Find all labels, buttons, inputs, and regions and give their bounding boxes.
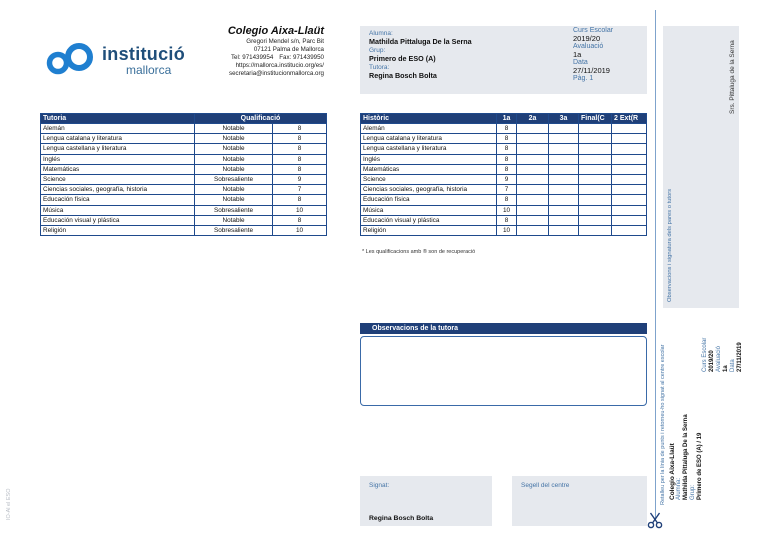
logo-word-institucio: institució — [102, 44, 185, 64]
term3-cell — [549, 225, 579, 235]
subject-cell: Science — [361, 174, 497, 184]
term3-cell — [549, 174, 579, 184]
cut-line — [655, 10, 656, 520]
subject-cell: Inglés — [361, 154, 497, 164]
grup-value: Primero de ESO (A) — [369, 54, 436, 63]
curs-label: Curs Escolar — [573, 27, 614, 34]
term1-cell: 8 — [497, 154, 517, 164]
term3-cell — [549, 124, 579, 134]
term1-cell: 8 — [497, 164, 517, 174]
tutoria-row — [41, 185, 327, 195]
subject-cell: Matemáticas — [361, 164, 497, 174]
historic-header-row — [361, 114, 647, 124]
historic-col-3a: 3a — [549, 114, 579, 124]
historic-col-final: Final(C — [579, 114, 612, 124]
observations-box[interactable] — [360, 336, 647, 406]
page-number: Pàg. 1 — [573, 75, 594, 82]
seal-box — [512, 476, 647, 526]
stub-grup-label: Grup: — [690, 484, 696, 500]
mark-cell: 8 — [273, 134, 327, 144]
term2-cell — [517, 124, 549, 134]
subject-cell: Ciencias sociales, geografía, historia — [41, 185, 195, 195]
historic-row — [361, 185, 647, 195]
final-cell — [579, 134, 612, 144]
signature-box — [360, 476, 492, 526]
historic-row — [361, 174, 647, 184]
parents-observation-label: Observacions i signatura dels pares o tutors — [667, 188, 673, 302]
mark-cell: 8 — [273, 124, 327, 134]
student-details — [369, 30, 472, 81]
institucio-logo-icon — [44, 40, 100, 76]
subject-cell: Ciencias sociales, geografía, historia — [361, 185, 497, 195]
term3-cell — [549, 215, 579, 225]
tutoria-body — [41, 124, 327, 236]
subject-cell: Religión — [41, 225, 195, 235]
qualification-cell: Notable — [195, 215, 273, 225]
alumna-value: Mathilda Pittaluga De la Serna — [369, 37, 472, 46]
subject-cell: Lengua catalana y literatura — [361, 134, 497, 144]
final-cell — [579, 195, 612, 205]
alumna-label: Alumna: — [369, 30, 393, 37]
tutoria-table — [40, 113, 327, 236]
term3-cell — [549, 154, 579, 164]
qualification-cell: Notable — [195, 195, 273, 205]
extraordinary-cell — [612, 205, 647, 215]
mark-cell: 8 — [273, 164, 327, 174]
term1-cell: 10 — [497, 225, 517, 235]
term2-cell — [517, 164, 549, 174]
final-cell — [579, 154, 612, 164]
qualification-cell: Sobresaliente — [195, 174, 273, 184]
subject-cell: Educación visual y plástica — [41, 215, 195, 225]
tutoria-row — [41, 134, 327, 144]
subject-cell: Religión — [361, 225, 497, 235]
school-phones — [196, 54, 324, 62]
final-cell — [579, 205, 612, 215]
logo-word-mallorca: mallorca — [126, 63, 172, 77]
tutoria-header: Tutoria — [41, 114, 195, 124]
observations-title: Observacions de la tutora — [360, 323, 647, 334]
scissors-icon — [646, 511, 664, 529]
school-web[interactable]: https://mallorca.institucio.org/es/ — [235, 62, 324, 69]
extraordinary-cell — [612, 225, 647, 235]
return-instructions: Retalleu per la línia de punts i retorneu-ho signat al centre escolar — [660, 344, 666, 505]
extraordinary-cell — [612, 185, 647, 195]
stub-avaluacio-label: Avaluació — [716, 346, 722, 372]
tutoria-row — [41, 205, 327, 215]
term3-cell — [549, 144, 579, 154]
school-fax: Fax: 971439950 — [279, 54, 324, 61]
mark-cell: 7 — [273, 185, 327, 195]
stub-grup: Primero de ESO (A) / 19 — [697, 432, 703, 500]
historic-row — [361, 225, 647, 235]
term1-cell: 8 — [497, 195, 517, 205]
subject-cell: Música — [41, 205, 195, 215]
term3-cell — [549, 195, 579, 205]
tutoria-row — [41, 195, 327, 205]
qualification-cell: Notable — [195, 134, 273, 144]
mark-cell: 8 — [273, 154, 327, 164]
qualification-cell: Notable — [195, 144, 273, 154]
extraordinary-cell — [612, 154, 647, 164]
term2-cell — [517, 144, 549, 154]
subject-cell: Inglés — [41, 154, 195, 164]
historic-row — [361, 134, 647, 144]
term2-cell — [517, 134, 549, 144]
mark-cell: 10 — [273, 225, 327, 235]
term3-cell — [549, 134, 579, 144]
mark-cell: 8 — [273, 215, 327, 225]
stub-avaluacio: 1a — [723, 365, 729, 372]
school-email[interactable]: secretaria@institucionmallorca.org — [228, 70, 324, 77]
parents-observation-box — [663, 26, 739, 308]
subject-cell: Música — [361, 205, 497, 215]
stub-curs-label: Curs Escolar — [702, 337, 708, 372]
student-info-box — [360, 26, 647, 94]
historic-row — [361, 124, 647, 134]
school-name: Colegio Aixa-Llaüt — [227, 25, 324, 37]
final-cell — [579, 124, 612, 134]
tutoria-row — [41, 225, 327, 235]
data-label: Data — [573, 59, 588, 66]
historic-col-1a: 1a — [497, 114, 517, 124]
term2-cell — [517, 225, 549, 235]
extraordinary-cell — [612, 124, 647, 134]
historic-col-2a: 2a — [517, 114, 549, 124]
subject-cell: Lengua catalana y literatura — [41, 134, 195, 144]
stub-alumna: Mathilda Pittaluga De la Serna — [683, 414, 689, 500]
stub-data: 27/11/2019 — [737, 342, 743, 372]
segell-label: Segell del centre — [521, 482, 570, 489]
term1-cell: 9 — [497, 174, 517, 184]
tutora-label: Tutora: — [369, 64, 390, 71]
school-info — [196, 25, 324, 78]
historic-col-ext: 2 Ext(R — [612, 114, 647, 124]
stub-data-label: Data — [730, 359, 736, 372]
subject-cell: Alemán — [361, 124, 497, 134]
avaluacio-label: Avaluació — [573, 43, 604, 50]
final-cell — [579, 215, 612, 225]
historic-row — [361, 205, 647, 215]
term1-cell: 10 — [497, 205, 517, 215]
term1-cell: 8 — [497, 134, 517, 144]
term2-cell — [517, 174, 549, 184]
subject-cell: Alemán — [41, 124, 195, 134]
subject-cell: Lengua castellana y literatura — [41, 144, 195, 154]
stub-curs: 2019/20 — [709, 350, 715, 372]
term3-cell — [549, 185, 579, 195]
stub-alumna-label: Alumna: — [676, 477, 682, 500]
subject-cell: Science — [41, 174, 195, 184]
historic-table — [360, 113, 647, 236]
final-cell — [579, 144, 612, 154]
footer-code: IO-Al el ESO — [6, 488, 12, 520]
tutoria-row — [41, 174, 327, 184]
extraordinary-cell — [612, 144, 647, 154]
term2-cell — [517, 195, 549, 205]
qualification-cell: Sobresaliente — [195, 225, 273, 235]
subject-cell: Educación física — [361, 195, 497, 205]
stub-term-column — [702, 338, 744, 372]
tutoria-header-row — [41, 114, 327, 124]
data-value: 27/11/2019 — [573, 66, 610, 75]
term2-cell — [517, 185, 549, 195]
term2-cell — [517, 154, 549, 164]
term1-cell: 8 — [497, 144, 517, 154]
tutoria-row — [41, 144, 327, 154]
final-cell — [579, 185, 612, 195]
qualification-cell: Sobresaliente — [195, 205, 273, 215]
term1-cell: 7 — [497, 185, 517, 195]
term2-cell — [517, 215, 549, 225]
extraordinary-cell — [612, 215, 647, 225]
final-cell — [579, 225, 612, 235]
mark-cell: 10 — [273, 205, 327, 215]
mark-cell: 9 — [273, 174, 327, 184]
tutoria-row — [41, 124, 327, 134]
mark-cell: 8 — [273, 144, 327, 154]
qualification-cell: Notable — [195, 164, 273, 174]
mark-cell: 8 — [273, 195, 327, 205]
historic-row — [361, 164, 647, 174]
historic-row — [361, 215, 647, 225]
stub-school: Colegio Aixa-Llaüt — [669, 443, 676, 500]
stub-student-column — [669, 414, 704, 500]
historic-row — [361, 154, 647, 164]
subject-cell: Educación física — [41, 195, 195, 205]
tutoria-row — [41, 164, 327, 174]
qualification-cell: Notable — [195, 124, 273, 134]
term3-cell — [549, 164, 579, 174]
school-tel: Tel: 971439954 — [230, 54, 274, 61]
final-cell — [579, 164, 612, 174]
recipient-name: Srs. Pittaluga de la Serna — [729, 40, 736, 114]
signer-name: Regina Bosch Bolta — [369, 515, 434, 522]
term1-cell: 8 — [497, 124, 517, 134]
subject-cell: Matemáticas — [41, 164, 195, 174]
term1-cell: 8 — [497, 215, 517, 225]
extraordinary-cell — [612, 195, 647, 205]
recovery-note: * Les qualificacions amb ® son de recuperació — [362, 249, 476, 255]
term-details — [573, 27, 613, 83]
term3-cell — [549, 205, 579, 215]
signat-label: Signat: — [369, 482, 390, 489]
curs-value: 2019/20 — [573, 34, 601, 43]
historic-body — [361, 124, 647, 236]
final-cell — [579, 174, 612, 184]
subject-cell: Lengua castellana y literatura — [361, 144, 497, 154]
subject-cell: Educación visual y plástica — [361, 215, 497, 225]
qualificacio-header: Qualificació — [195, 114, 327, 124]
grup-label: Grup: — [369, 47, 386, 54]
tutoria-row — [41, 154, 327, 164]
qualification-cell: Notable — [195, 185, 273, 195]
avaluacio-value: 1a — [573, 50, 582, 59]
historic-header: Històric — [361, 114, 497, 124]
term2-cell — [517, 205, 549, 215]
extraordinary-cell — [612, 174, 647, 184]
extraordinary-cell — [612, 164, 647, 174]
tutora-value: Regina Bosch Bolta — [369, 71, 437, 80]
school-address-2: 07121 Palma de Mallorca — [253, 46, 324, 53]
historic-row — [361, 195, 647, 205]
tutoria-row — [41, 215, 327, 225]
school-address-1: Gregori Mendel s/n, Parc Bit — [246, 38, 324, 45]
historic-row — [361, 144, 647, 154]
extraordinary-cell — [612, 134, 647, 144]
qualification-cell: Notable — [195, 154, 273, 164]
